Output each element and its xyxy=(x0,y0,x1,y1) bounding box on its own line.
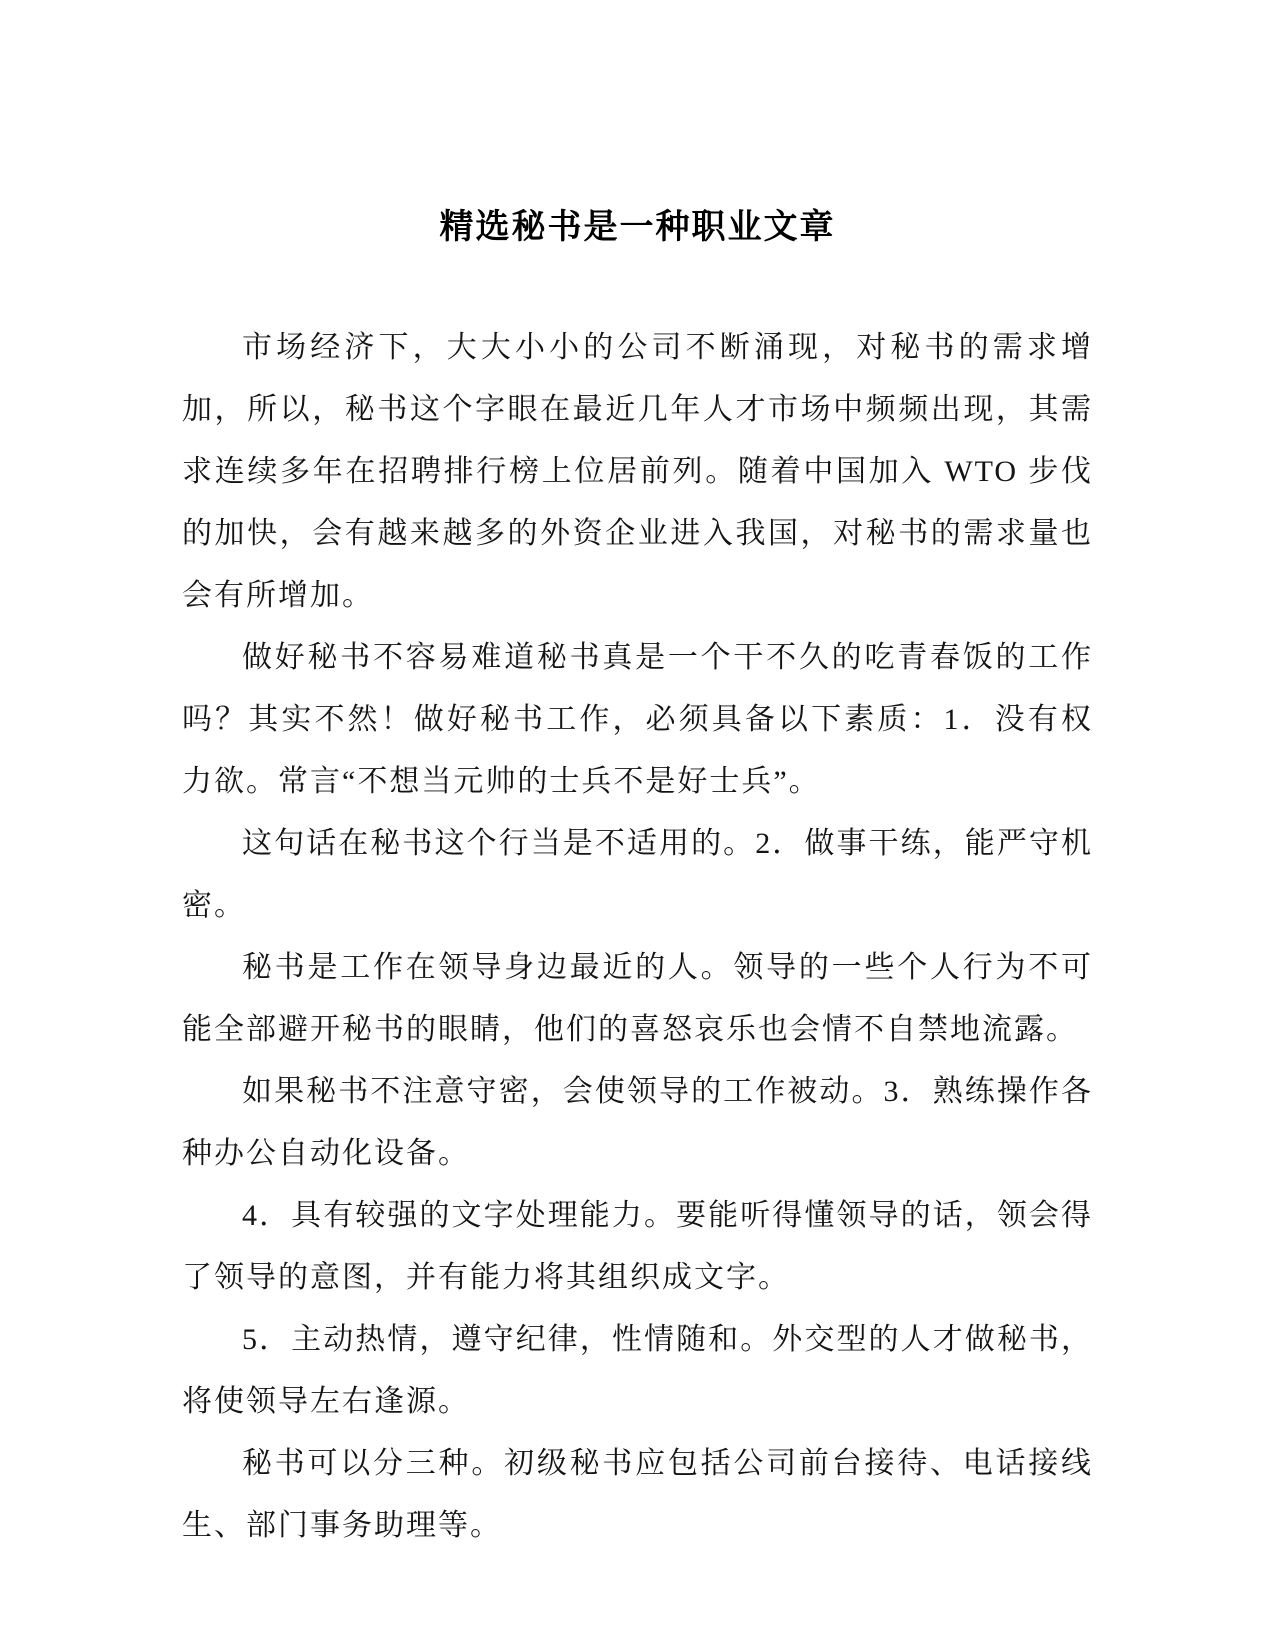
document-body xyxy=(182,317,1093,1557)
paragraph-3: 这句话在秘书这个行当是不适用的。2．做事干练，能严守机密。 xyxy=(182,827,1093,922)
paragraph-6: 4．具有较强的文字处理能力。要能听得懂领导的话，领会得了领导的意图，并有能力将其组织成文字。 xyxy=(182,1199,1093,1294)
paragraph-8: 秘书可以分三种。初级秘书应包括公司前台接待、电话接线生、部门事务助理等。 xyxy=(182,1447,1093,1542)
document-title: 精选秘书是一种职业文章 xyxy=(439,208,836,246)
paragraph-2: 做好秘书不容易难道秘书真是一个干不久的吃青春饭的工作吗？其实不然！做好秘书工作，必须具备以下素质：1．没有权力欲。常言“不想当元帅的士兵不是好士兵”。 xyxy=(182,641,1093,798)
paragraph-7: 5．主动热情，遵守纪律，性情随和。外交型的人才做秘书，将使领导左右逢源。 xyxy=(182,1323,1093,1418)
paragraph-5: 如果秘书不注意守密，会使领导的工作被动。3．熟练操作各种办公自动化设备。 xyxy=(182,1075,1093,1170)
paragraph-4: 秘书是工作在领导身边最近的人。领导的一些个人行为不可能全部避开秘书的眼睛，他们的喜怒哀乐也会情不自禁地流露。 xyxy=(182,951,1093,1046)
paragraph-1: 市场经济下，大大小小的公司不断涌现，对秘书的需求增加，所以，秘书这个字眼在最近几年人才市场中频频出现，其需求连续多年在招聘排行榜上位居前列。随着中国加入 WTO 步伐的加快，会有越来越多的外资企业进入我国，对秘书的需求量也会有所增加。 xyxy=(182,331,1093,612)
